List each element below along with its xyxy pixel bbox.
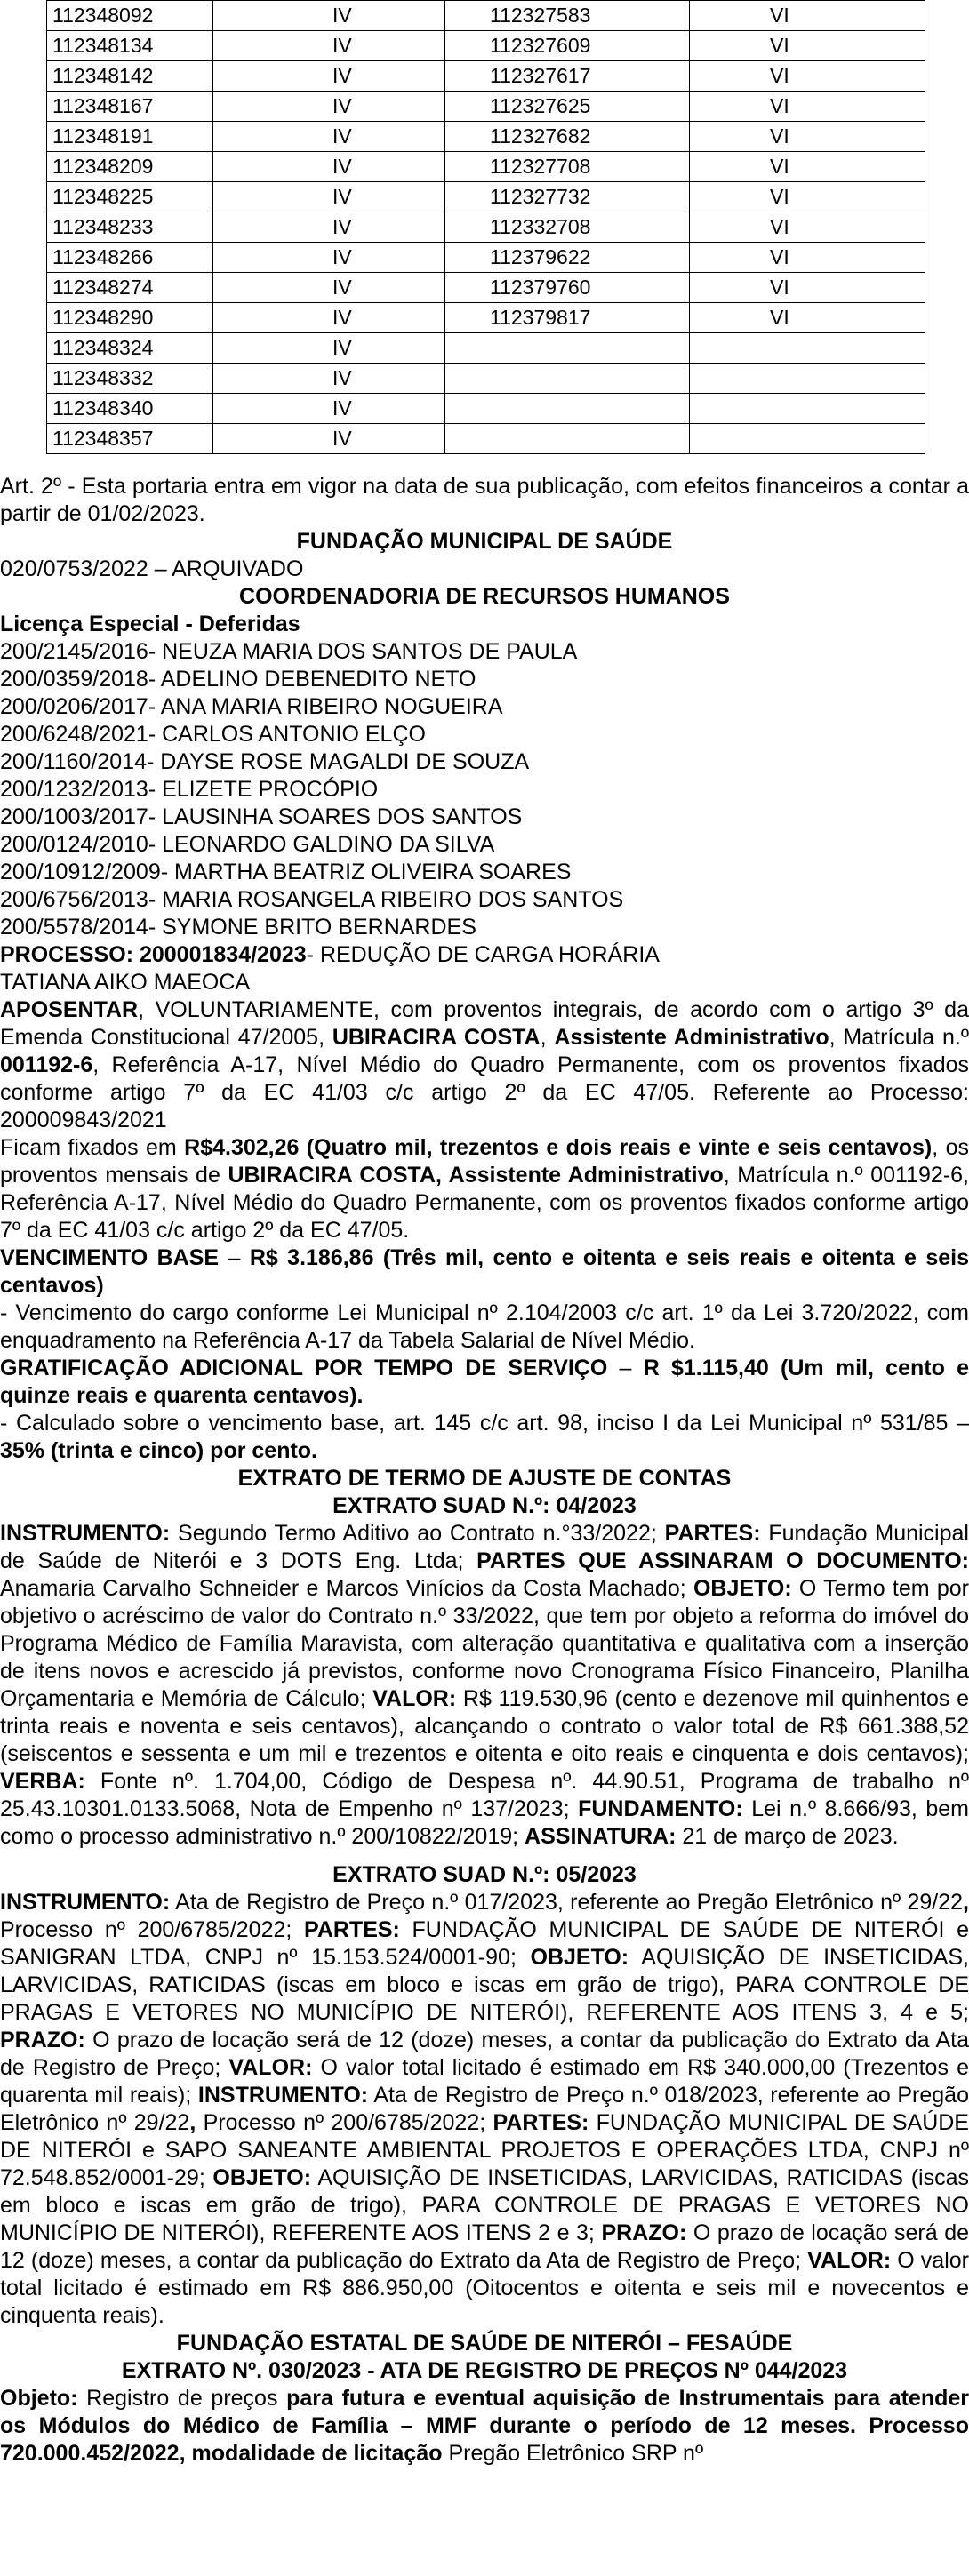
table-cell: 112348142 xyxy=(47,61,213,92)
fms-title: FUNDAÇÃO MUNICIPAL DE SAÚDE xyxy=(296,529,673,554)
table-cell: VI xyxy=(690,61,925,92)
table-cell: 112327732 xyxy=(445,182,690,212)
suad04-assinatura-label: ASSINATURA: xyxy=(525,1824,677,1849)
table-cell: VI xyxy=(690,31,925,61)
gratificacao-heading xyxy=(0,1355,969,1410)
suad05-paragraph xyxy=(0,1889,969,2330)
list-item: 200/0359/2018- ADELINO DEBENEDITO NETO xyxy=(0,667,476,692)
licenca-list xyxy=(0,638,969,941)
table-cell: 112327617 xyxy=(445,61,690,92)
suad04-assinaram-label: PARTES QUE ASSINARAM O DOCUMENTO: xyxy=(476,1548,969,1573)
table-cell: IV xyxy=(213,31,445,61)
table-row xyxy=(47,92,925,122)
table-cell: IV xyxy=(213,1,445,31)
table-cell: 112348233 xyxy=(47,212,213,243)
suad05-instrumento: Ata de Registro de Preço n.º 017/2023, referente ao Pregão Eletrônico nº 29/22 xyxy=(170,1890,964,1915)
table-cell: 112379622 xyxy=(445,243,690,273)
table-cell: 112327625 xyxy=(445,92,690,122)
list-item: 200/0206/2017- ANA MARIA RIBEIRO NOGUEIRA xyxy=(0,694,503,719)
processo-rest: - REDUÇÃO DE CARGA HORÁRIA xyxy=(306,942,660,967)
aposentar-cargo: Assistente Administrativo xyxy=(554,1025,829,1050)
aposentar-text: , VOLUNTARIAMENTE, com proventos integrais, de acordo com o artigo 3º da Emenda Constitucional 47/2005, xyxy=(0,997,969,1050)
suad05-processo: Processo nº 200/6785/2022; xyxy=(0,1917,304,1942)
suad05-objeto2-label: OBJETO: xyxy=(212,2165,312,2190)
vencimento-dash: – xyxy=(219,1245,250,1270)
suad04-verba-label: VERBA: xyxy=(0,1769,85,1794)
processo-label: PROCESSO: 200001834/2023 xyxy=(0,942,307,967)
table-cell xyxy=(690,364,925,394)
aposentar-paragraph xyxy=(0,996,969,1134)
suad05-partes2-label: PARTES: xyxy=(493,2110,589,2135)
vencimento-text: - Vencimento do cargo conforme Lei Municipal nº 2.104/2003 c/c art. 1º da Lei 3.720/2022, com enquadramento na Referência A-17 da Tabela Salarial de Nível Médio. xyxy=(0,1300,969,1353)
suad05-title: EXTRATO SUAD N.º: 05/2023 xyxy=(332,1862,637,1887)
arquivado-line: 020/0753/2022 – ARQUIVADO xyxy=(0,556,304,581)
aposentar-sep: , xyxy=(540,1025,555,1050)
suad05-prazo2-label: PRAZO: xyxy=(601,2220,687,2245)
suad04-assinatura: 21 de março de 2023. xyxy=(676,1824,899,1849)
ficam-text: , os proventos mensais de xyxy=(0,1135,969,1188)
table-cell: IV xyxy=(213,212,445,243)
suad04-partes: Fundação Municipal de Saúde de Niterói e 3 DOTS Eng. Ltda; xyxy=(0,1521,969,1573)
table-row xyxy=(47,273,925,303)
suad05-instrumento2-label: INSTRUMENTO: xyxy=(197,2083,369,2108)
ficam-paragraph xyxy=(0,1134,969,1244)
objeto-final-end: Pregão Eletrônico SRP nº xyxy=(442,2441,704,2466)
list-item: 200/1232/2013- ELIZETE PROCÓPIO xyxy=(0,777,379,802)
table-cell: IV xyxy=(213,303,445,333)
list-item: 200/1003/2017- LAUSINHA SOARES DOS SANTOS xyxy=(0,804,523,829)
table-cell: IV xyxy=(213,333,445,364)
table-cell: 112348290 xyxy=(47,303,213,333)
table-row xyxy=(47,394,925,424)
suad05-instrumento-label: INSTRUMENTO: xyxy=(0,1890,171,1915)
suad05-objeto-label: OBJETO: xyxy=(530,1945,629,1970)
table-cell: 112348209 xyxy=(47,152,213,182)
aposentar-matricula: 001192-6 xyxy=(0,1052,93,1077)
table-row xyxy=(47,31,925,61)
aposentar-rest: , Referência A-17, Nível Médio do Quadro Permanente, com os proventos fixados conforme artigo 7º da EC 41/03 c/c artigo 2º da EC 47/05. Referente ao Processo: 200009843/2021 xyxy=(0,1052,969,1132)
table-cell: 112348092 xyxy=(47,1,213,31)
table-cell xyxy=(690,424,925,454)
suad05-objeto: AQUISIÇÃO DE INSETICIDAS, LARVICIDAS, RATICIDAS (iscas em bloco e iscas em grão de trigo), PARA CONTROLE DE PRAGAS E VETORES NO MUNICÍPIO DE NITERÓI), REFERENTE AOS ITENS 3, 4 e 5; xyxy=(0,1945,969,2025)
table-cell: 112332708 xyxy=(445,212,690,243)
suad04-verba: Fonte nº. 1.704,00, Código de Despesa nº. 44.90.51, Programa de trabalho nº 25.43.10301.0133.5068, Nota de Empenho nº 137/2023; xyxy=(0,1769,969,1821)
ficam-name: UBIRACIRA COSTA, Assistente Administrativo xyxy=(228,1163,724,1188)
table-cell xyxy=(445,394,690,424)
suad04-valor-label: VALOR: xyxy=(372,1686,457,1711)
table-cell: IV xyxy=(213,243,445,273)
objeto-final-paragraph xyxy=(0,2385,969,2468)
extrato030-title: EXTRATO Nº. 030/2023 - ATA DE REGISTRO DE PREÇOS Nº 044/2023 xyxy=(121,2358,848,2383)
table-cell: 112379817 xyxy=(445,303,690,333)
table-row xyxy=(47,122,925,152)
table-cell: VI xyxy=(690,92,925,122)
table-cell: VI xyxy=(690,303,925,333)
table-cell: 112327682 xyxy=(445,122,690,152)
code-table xyxy=(46,0,925,454)
table-cell: 112348167 xyxy=(47,92,213,122)
fesaude-title: FUNDAÇÃO ESTATAL DE SAÚDE DE NITERÓI – FESAÚDE xyxy=(176,2331,793,2356)
table-cell xyxy=(690,333,925,364)
list-item: 200/6756/2013- MARIA ROSANGELA RIBEIRO DOS SANTOS xyxy=(0,887,624,912)
spacer xyxy=(0,1851,969,1861)
table-cell: VI xyxy=(690,1,925,31)
table-cell: 112327583 xyxy=(445,1,690,31)
table-row xyxy=(47,212,925,243)
ficam-valor: R$4.302,26 (Quatro mil, trezentos e dois reais e vinte e seis centavos) xyxy=(184,1135,933,1160)
suad05-valor2-label: VALOR: xyxy=(807,2248,892,2273)
objeto-final-bold: para futura e eventual aquisição de Instrumentais para atender os Módulos do Médico de Família – MMF durante o período de 12 meses. Processo 720.000.452/2022, modalidade de licitação xyxy=(0,2386,969,2466)
table-row xyxy=(47,303,925,333)
list-item: 200/6248/2021- CARLOS ANTONIO ELÇO xyxy=(0,722,426,747)
table-cell: 112348191 xyxy=(47,122,213,152)
suad05-partes-label: PARTES: xyxy=(304,1917,400,1942)
suad05-instrumento2: Ata de Registro de Preço n.º 018/2023, referente ao Pregão Eletrônico nº 29/22 xyxy=(0,2083,969,2135)
suad04-assinaram: Anamaria Carvalho Schneider e Marcos Vinícios da Costa Machado; xyxy=(0,1576,693,1601)
table-cell: 112379760 xyxy=(445,273,690,303)
gratificacao-label: GRATIFICAÇÃO ADICIONAL POR TEMPO DE SERVIÇO xyxy=(0,1356,608,1380)
gratificacao-calc: - Calculado sobre o vencimento base, art. 145 c/c art. 98, inciso I da Lei Municipal nº 531/85 – xyxy=(0,1411,969,1436)
extrato-termo-title: EXTRATO DE TERMO DE AJUSTE DE CONTAS xyxy=(237,1466,732,1491)
suad04-instrumento-label: INSTRUMENTO: xyxy=(0,1521,171,1546)
suad05-valor2: O valor total licitado é estimado em R$ 886.950,00 (Oitocentos e oitenta e seis mil e novecentos e cinquenta reais). xyxy=(0,2248,969,2328)
table-cell: IV xyxy=(213,182,445,212)
table-row xyxy=(47,1,925,31)
suad05-prazo: O prazo de locação será de 12 (doze) meses, a contar da publicação do Extrato da Ata de Registro de Preço; xyxy=(0,2028,969,2080)
table-cell: 112348274 xyxy=(47,273,213,303)
aposentar-keyword: APOSENTAR xyxy=(0,997,139,1022)
table-cell: IV xyxy=(213,273,445,303)
processo-name: TATIANA AIKO MAEOCA xyxy=(0,970,251,995)
table-row xyxy=(47,61,925,92)
suad05-processo2: Processo nº 200/6785/2022; xyxy=(196,2110,493,2135)
suad05-valor: O valor total licitado é estimado em R$ 340.000,00 (Trezentos e quarenta mil reais); xyxy=(0,2055,969,2108)
table-cell xyxy=(445,364,690,394)
art2-paragraph: Art. 2º - Esta portaria entra em vigor na data de sua publicação, com efeitos financeiros a contar a partir de 01/02/2023. xyxy=(0,474,969,526)
vencimento-heading xyxy=(0,1244,969,1300)
table-cell: 112327708 xyxy=(445,152,690,182)
table-row xyxy=(47,243,925,273)
table-cell: VI xyxy=(690,212,925,243)
list-item: 200/10912/2009- MARTHA BEATRIZ OLIVEIRA SOARES xyxy=(0,860,572,884)
suad05-valor-label: VALOR: xyxy=(228,2055,313,2080)
table-cell: IV xyxy=(213,122,445,152)
suad05-prazo-label: PRAZO: xyxy=(0,2028,85,2052)
suad05-objeto2: AQUISIÇÃO DE INSETICIDAS, LARVICIDAS, RATICIDAS (iscas em bloco e iscas em grão de trigo), PARA CONTROLE DE PRAGAS E VETORES NO MUNICÍPIO DE NITERÓI), REFERENTE AOS ITENS 2 e 3; xyxy=(0,2165,969,2245)
table-cell: 112327609 xyxy=(445,31,690,61)
ficam-rest: , Matrícula n.º 001192-6, Referência A-17, Nível Médio do Quadro Permanente, com os proventos fixados conforme artigo 7º da EC 41/03 c/c artigo 2º da EC 47/05. xyxy=(0,1163,969,1243)
table-cell: IV xyxy=(213,61,445,92)
table-cell: IV xyxy=(213,394,445,424)
objeto-final-label: Objeto: xyxy=(0,2386,78,2411)
list-item: 200/5578/2014- SYMONE BRITO BERNARDES xyxy=(0,915,476,940)
table-cell: IV xyxy=(213,424,445,454)
table-row xyxy=(47,333,925,364)
table-cell xyxy=(690,394,925,424)
table-cell: VI xyxy=(690,122,925,152)
table-cell: 112348225 xyxy=(47,182,213,212)
table-cell: 112348134 xyxy=(47,31,213,61)
vencimento-label: VENCIMENTO BASE xyxy=(0,1245,220,1270)
table-row xyxy=(47,424,925,454)
table-row xyxy=(47,182,925,212)
vencimento-valor: R$ 3.186,86 (Três mil, cento e oitenta e seis reais e oitenta e seis centavos) xyxy=(0,1245,969,1298)
table-cell: IV xyxy=(213,152,445,182)
suad04-objeto: O Termo tem por objetivo o acréscimo de valor do Contrato n.º 33/2022, que tem por objeto a reforma do imóvel do Programa Médico de Família Maravista, com alteração quantitativa e qualitativa com a inserção de itens novos e acrescido já previstos, conforme novo Cronograma Físico Financeiro, Planilha Orçamentaria e Memória de Cálculo; xyxy=(0,1576,969,1711)
list-item: 200/1160/2014- DAYSE ROSE MAGALDI DE SOUZA xyxy=(0,749,530,774)
objeto-final-text: Registro de preços xyxy=(77,2386,287,2411)
suad04-objeto-label: OBJETO: xyxy=(693,1576,792,1601)
suad05-partes: FUNDAÇÃO MUNICIPAL DE SAÚDE DE NITERÓI e SANIGRAN LTDA, CNPJ nº 15.153.524/0001-90; xyxy=(0,1917,969,1970)
crh-title: COORDENADORIA DE RECURSOS HUMANOS xyxy=(239,584,730,609)
table-cell: 112348332 xyxy=(47,364,213,394)
table-cell xyxy=(445,424,690,454)
gratificacao-dash: – xyxy=(607,1356,644,1380)
ficam-intro: Ficam fixados em xyxy=(0,1135,185,1160)
suad04-fundamento: Lei n.º 8.666/93, bem como o processo administrativo n.º 200/10822/2019; xyxy=(0,1796,969,1849)
gratificacao-text xyxy=(0,1410,969,1465)
table-cell: VI xyxy=(690,152,925,182)
suad05-comma2: , xyxy=(189,2110,196,2135)
table-row xyxy=(47,364,925,394)
table-cell: 112348266 xyxy=(47,243,213,273)
table-cell: 112348340 xyxy=(47,394,213,424)
aposentar-matricula-label: , Matrícula n.º xyxy=(829,1025,969,1050)
list-item: 200/2145/2016- NEUZA MARIA DOS SANTOS DE PAULA xyxy=(0,639,578,664)
table-cell xyxy=(445,333,690,364)
table-row xyxy=(47,152,925,182)
suad04-title: EXTRATO SUAD N.º: 04/2023 xyxy=(332,1493,637,1518)
suad04-fundamento-label: FUNDAMENTO: xyxy=(578,1796,743,1821)
gratificacao-valor: R $1.115,40 (Um mil, cento e quinze reais e quarenta centavos). xyxy=(0,1356,969,1408)
suad04-partes-label: PARTES: xyxy=(664,1521,761,1546)
table-cell: VI xyxy=(690,182,925,212)
document-body xyxy=(0,473,969,2468)
aposentar-name: UBIRACIRA COSTA xyxy=(332,1025,541,1050)
table-cell: IV xyxy=(213,364,445,394)
suad04-instrumento: Segundo Termo Aditivo ao Contrato n.°33/2022; xyxy=(170,1521,665,1546)
licenca-title: Licença Especial - Deferidas xyxy=(0,612,300,636)
processo-line xyxy=(0,941,969,969)
suad05-prazo2: O prazo de locação será de 12 (doze) meses, a contar da publicação do Extrato da Ata de Registro de Preço; xyxy=(0,2220,969,2273)
table-cell: 112348357 xyxy=(47,424,213,454)
table-cell: 112348324 xyxy=(47,333,213,364)
list-item: 200/0124/2010- LEONARDO GALDINO DA SILVA xyxy=(0,832,495,857)
suad05-comma: , xyxy=(963,1890,969,1915)
suad05-partes2: FUNDAÇÃO MUNICIPAL DE SAÚDE DE NITERÓI e SAPO SANEANTE AMBIENTAL PROJETOS E OPERAÇÕES LTDA, CNPJ nº 72.548.852/0001-29; xyxy=(0,2110,969,2190)
table-cell: VI xyxy=(690,273,925,303)
gratificacao-percent: 35% (trinta e cinco) por cento. xyxy=(0,1438,318,1463)
table-cell: IV xyxy=(213,92,445,122)
suad04-valor: R$ 119.530,96 (cento e dezenove mil quinhentos e trinta reais e noventa e seis centavos), alcançando o contrato o valor total de R$ 661.388,52 (seiscentos e sessenta e um mil e trezentos e oitenta e oito reais e cinquenta e dois centavos); xyxy=(0,1686,969,1766)
suad04-paragraph xyxy=(0,1520,969,1851)
table-cell: VI xyxy=(690,243,925,273)
